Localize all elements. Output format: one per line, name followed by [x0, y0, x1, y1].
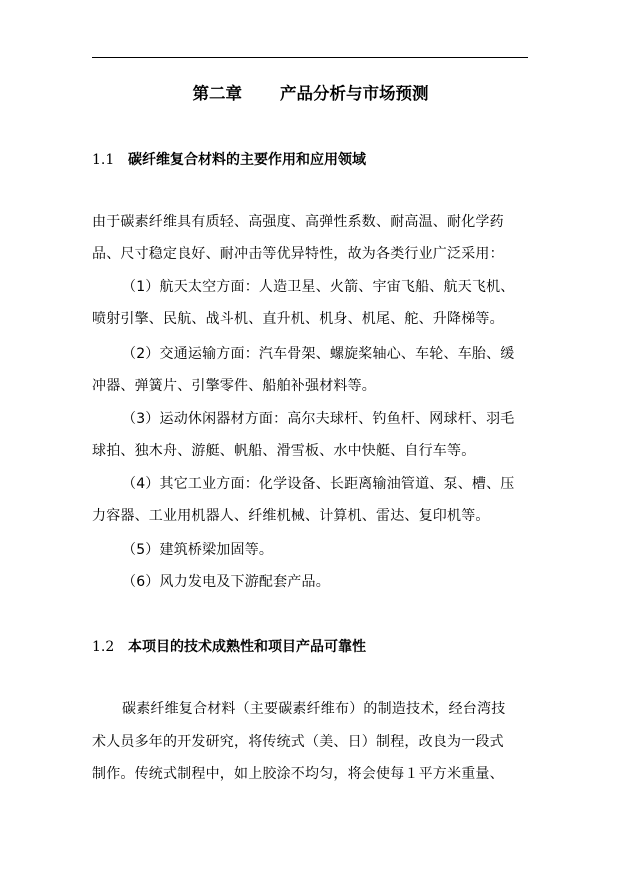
paragraph-line: 品、尺寸稳定良好、耐冲击等优异特性，故为各类行业广泛采用： [92, 246, 504, 262]
section-number: 1.1 [92, 152, 115, 168]
section-title: 碳纤维复合材料的主要作用和应用领域 [128, 152, 366, 168]
section-number: 1.2 [92, 639, 115, 655]
list-item-line: 冲器、弹簧片、引擎零件、船舶补强材料等。 [92, 378, 376, 394]
paragraph-line: 碳素纤维复合材料（主要碳素纤维布）的制造技术，经台湾技 [122, 701, 506, 717]
list-item-line: （4）其它工业方面：化学设备、长距离输油管道、泵、槽、压 [122, 476, 515, 492]
list-item-line: （3）运动休闲器材方面：高尔夫球杆、钓鱼杆、网球杆、羽毛 [122, 411, 515, 427]
header-rule [92, 57, 528, 58]
paragraph-line: 术人员多年的开发研究，将传统式（美、日）制程，改良为一段式 [92, 734, 504, 750]
paragraph-line: 由于碳素纤维具有质轻、高强度、高弹性系数、耐高温、耐化学药 [92, 214, 504, 230]
list-item-line: （2）交通运输方面：汽车骨架、螺旋桨轴心、车轮、车胎、缓 [122, 346, 515, 362]
section-heading-1-2 [92, 636, 366, 656]
list-item-line: 喷射引擎、民航、战斗机、直升机、机身、机尾、舵、升降梯等。 [92, 311, 504, 327]
list-item-line: （5）建筑桥梁加固等。 [122, 542, 274, 558]
list-item-line: 力容器、工业用机器人、纤维机械、计算机、雷达、复印机等。 [92, 508, 490, 524]
list-item-line: 球拍、独木舟、游艇、帆船、滑雪板、水中快艇、自行车等。 [92, 443, 476, 459]
section-heading-1-1 [92, 149, 366, 169]
chapter-number: 第二章 [192, 84, 242, 103]
chapter-name: 产品分析与市场预测 [280, 84, 429, 103]
list-item-line: （6）风力发电及下游配套产品。 [122, 574, 330, 590]
paragraph-line: 制作。传统式制程中，如上胶涂不均匀，将会使每１平方米重量、 [92, 766, 504, 782]
chapter-title [0, 80, 621, 104]
section-title: 本项目的技术成熟性和项目产品可靠性 [128, 639, 366, 655]
list-item-line: （1）航天太空方面：人造卫星、火箭、宇宙飞船、航天飞机、 [122, 279, 515, 295]
